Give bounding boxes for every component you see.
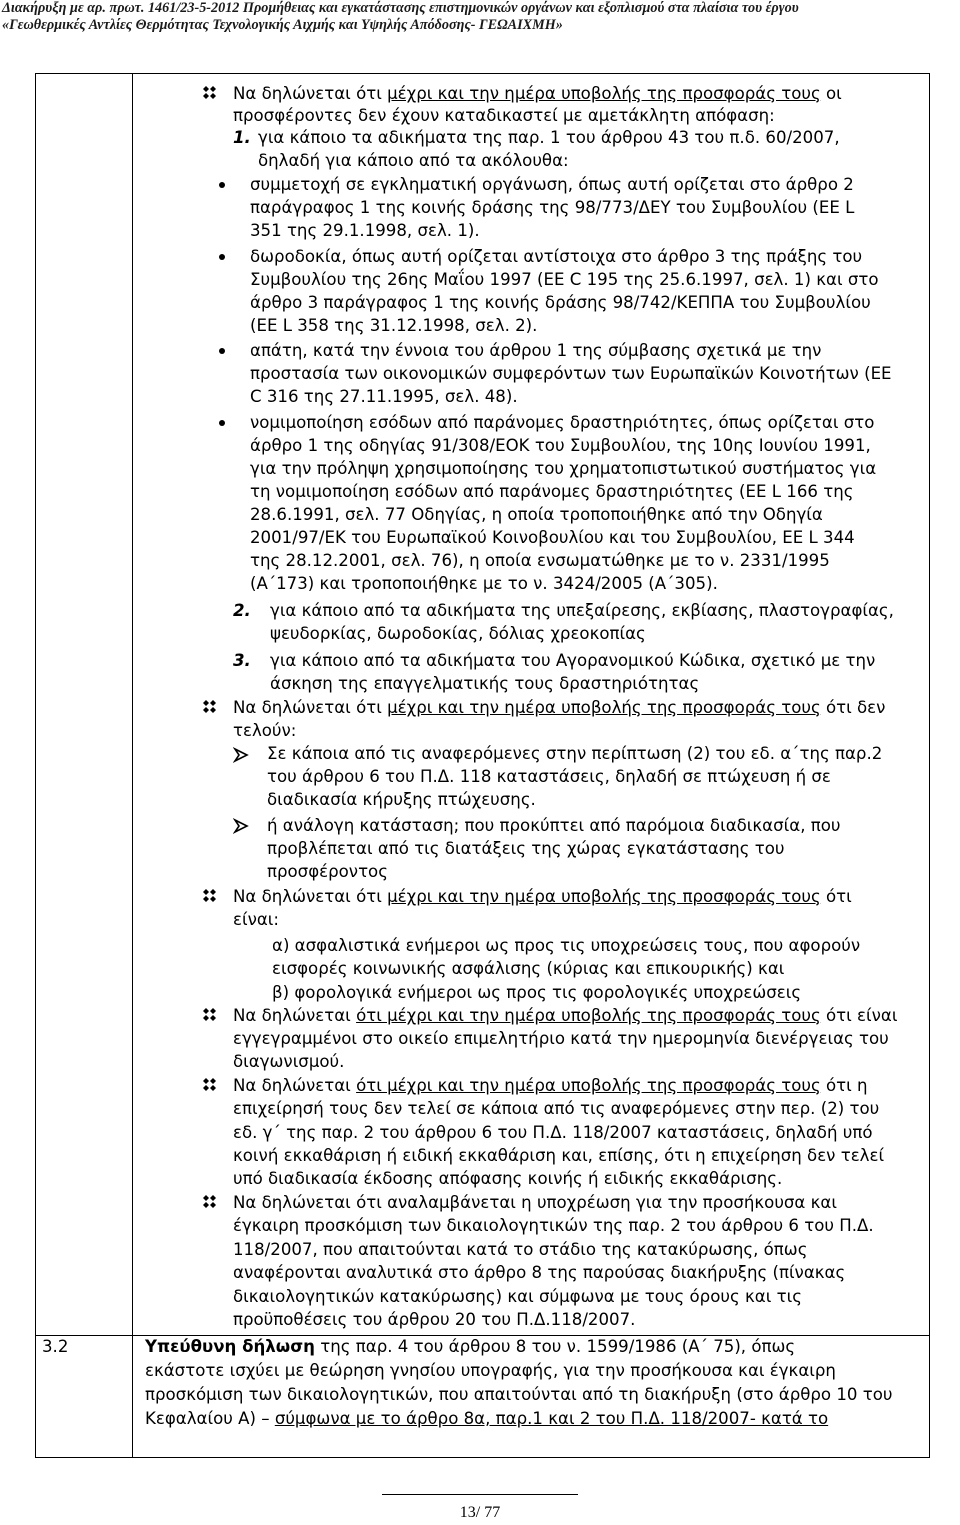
bullet-dot-icon bbox=[219, 254, 225, 260]
text-line: κοινή εκκαθάριση ή ειδική εκκαθάριση και, επίσης, ότι η επιχείρηση δεν τελεί bbox=[233, 1146, 885, 1165]
text-line: παράγραφος 1 της κοινής δράσης της 98/773/ΔΕΥ του Συμβουλίου (ΕΕ L bbox=[250, 198, 855, 217]
bullet-dot-icon bbox=[219, 182, 225, 188]
text-line: άσκηση της επαγγελματικής τους δραστηριότητας bbox=[270, 674, 700, 693]
text-line: Υπεύθυνη δήλωση της παρ. 4 του άρθρου 8 του ν. 1599/1986 (Α΄ 75), όπως bbox=[145, 1337, 796, 1356]
text-line: (ΕΕ L 358 της 31.12.1998, σελ. 2). bbox=[250, 316, 538, 335]
text-line: Συμβουλίου της 26ης Μαΐου 1997 (ΕΕ C 195 της 25.6.1997, σελ. 1) και στο bbox=[250, 270, 879, 289]
arrow-bullet-icon bbox=[233, 747, 249, 763]
text-line: αναφέρονται αναλυτικά στο άρθρο 8 της παρούσας διακήρυξης (πίνακας bbox=[233, 1263, 846, 1282]
text-line: C 316 της 27.11.1995, σελ. 48). bbox=[250, 387, 518, 406]
text-line: απάτη, κατά την έννοια του άρθρου 1 της σύμβασης σχετικά με την bbox=[250, 341, 822, 360]
text-line: Να δηλώνεται ότι αναλαμβάνεται η υποχρέωση για την προσήκουσα και bbox=[233, 1193, 837, 1212]
text-line: τη νομιμοποίηση εσόδων από παράνομες δραστηριότητες (ΕΕ L 166 της bbox=[250, 482, 854, 501]
diamond-bullet-icon bbox=[200, 1076, 224, 1098]
section-number: 3.2 bbox=[42, 1337, 69, 1356]
diamond-bullet-icon bbox=[200, 887, 224, 909]
text-line: Να δηλώνεται ότι μέχρι και την ημέρα υποβολής της προσφοράς τους ότι η bbox=[233, 1076, 868, 1095]
text-line: α) ασφαλιστικά ενήμεροι ως προς τις υποχρεώσεις τους, που αφορούν bbox=[272, 936, 861, 955]
text-line: Να δηλώνεται ότι μέχρι και την ημέρα υποβολής της προσφοράς τους οι bbox=[233, 84, 842, 103]
diamond-bullet-icon bbox=[200, 84, 224, 106]
header-line-1: Διακήρυξη με αρ. πρωτ. 1461/23-5-2012 Προμήθειας και εγκατάστασης επιστημονικών οργάνων και εξοπλισμού στα πλαίσια του έργου bbox=[2, 0, 799, 16]
list-number: 2. bbox=[233, 601, 251, 620]
text-line: δηλαδή για κάποιο από τα ακόλουθα: bbox=[258, 151, 569, 170]
text-line: συμμετοχή σε εγκληματική οργάνωση, όπως αυτή ορίζεται στο άρθρο 2 bbox=[250, 175, 854, 194]
text-line: Να δηλώνεται ότι μέχρι και την ημέρα υποβολής της προσφοράς τους ότι bbox=[233, 887, 852, 906]
text-line: 28.6.1991, σελ. 77 Οδηγίας, η οποία τροποποιήθηκε από την Οδηγία bbox=[250, 505, 823, 524]
text-line: για κάποιο από τα αδικήματα του Αγορανομικού Κώδικα, σχετικό με την bbox=[270, 651, 876, 670]
text-line: του άρθρου 6 του Π.Δ. 118 καταστάσεις, δηλαδή σε πτώχευση ή σε bbox=[267, 767, 831, 786]
text-line: εδ. γ΄ της παρ. 2 του άρθρου 6 του Π.Δ. 118/2007 καταστάσεις, δηλαδή υπό bbox=[233, 1123, 873, 1142]
list-number: 3. bbox=[233, 651, 251, 670]
text-line: δωροδοκία, όπως αυτή ορίζεται αντίστοιχα στο άρθρο 3 της πράξης του bbox=[250, 247, 863, 266]
text-line: δικαιολογητικών κατακύρωσης) και σύμφωνα με τους όρους και τις bbox=[233, 1287, 802, 1306]
text-line: είναι: bbox=[233, 910, 279, 929]
text-line: άρθρο 3 παράγραφος 1 της κοινής δράσης 98/742/ΚΕΠΠΑ του Συμβουλίου bbox=[250, 293, 871, 312]
text-line: β) φορολογικά ενήμεροι ως προς τις φορολογικές υποχρεώσεις bbox=[272, 983, 802, 1002]
bullet-dot-icon bbox=[219, 420, 225, 426]
text-line: διαδικασία κήρυξης πτώχευσης. bbox=[267, 790, 536, 809]
text-line: τελούν: bbox=[233, 721, 297, 740]
text-line: Κεφαλαίου Α) – σύμφωνα με το άρθρο 8α, παρ.1 και 2 του Π.Δ. 118/2007- κατά το bbox=[145, 1409, 829, 1428]
list-number: 1. bbox=[233, 128, 251, 147]
header-line-2: «Γεωθερμικές Αντλίες Θερμότητας Τεχνολογικής Αιχμής και Υψηλής Απόδοσης- ΓΕΩΑΙΧΜΗ» bbox=[2, 17, 563, 33]
text-line: 351 της 29.1.1998, σελ. 1). bbox=[250, 221, 480, 240]
text-line: εισφορές κοινωνικής ασφάλισης (κύριας και επικουρικής) και bbox=[272, 959, 785, 978]
arrow-bullet-icon bbox=[233, 818, 249, 834]
text-line: προσφέροντος bbox=[267, 862, 388, 881]
text-line: νομιμοποίηση εσόδων από παράνομες δραστηριότητες, όπως ορίζεται στο bbox=[250, 413, 875, 432]
footer-divider bbox=[382, 1494, 578, 1495]
text-line: άρθρο 1 της οδηγίας 91/308/ΕΟΚ του Συμβουλίου, της 10ης Ιουνίου 1991, bbox=[250, 436, 871, 455]
text-line: ψευδορκίας, δωροδοκίας, δόλιας χρεοκοπίας bbox=[270, 624, 646, 643]
text-line: εκάστοτε ισχύει με θεώρηση γνησίου υπογραφής, για την προσήκουσα και έγκαιρη bbox=[145, 1361, 836, 1380]
text-line: για κάποιο τα αδικήματα της παρ. 1 του άρθρου 43 του π.δ. 60/2007, bbox=[258, 128, 840, 147]
text-line: προσφέροντες δεν έχουν καταδικαστεί με αμετάκλητη απόφαση: bbox=[233, 106, 775, 125]
text-line: επιχείρησή τους δεν τελεί σε κάποια από τις αναφερόμενες στην περ. (2) του bbox=[233, 1099, 880, 1118]
text-line: εγγεγραμμένοι στο οικείο επιμελητήριο κατά την ημερομηνία διενέργειας του bbox=[233, 1029, 889, 1048]
text-line: έγκαιρη προσκόμιση των δικαιολογητικών της παρ. 2 του άρθρου 6 του Π.Δ. bbox=[233, 1216, 874, 1235]
text-line: προβλέπεται από τις διατάξεις της χώρας εγκατάστασης του bbox=[267, 839, 785, 858]
text-line: (Α΄173) και τροποποιήθηκε με το ν. 3424/2005 (Α΄305). bbox=[250, 574, 718, 593]
bullet-dot-icon bbox=[219, 348, 225, 354]
text-line: 2001/97/ΕΚ του Ευρωπαϊκού Κοινοβουλίου και του Συμβουλίου, ΕΕ L 344 bbox=[250, 528, 855, 547]
diamond-bullet-icon bbox=[200, 1193, 224, 1215]
text-line: της 28.12.2001, σελ. 76), η οποία ενσωματώθηκε με το ν. 2331/1995 bbox=[250, 551, 830, 570]
diamond-bullet-icon bbox=[200, 698, 224, 720]
text-line: για την πρόληψη χρησιμοποίησης του χρηματοπιστωτικού συστήματος για bbox=[250, 459, 877, 478]
text-line: προσκόμιση των δικαιολογητικών, που απαιτούνται από τη διακήρυξη (στο άρθρο 10 του bbox=[145, 1385, 893, 1404]
text-line: προϋποθέσεις του άρθρου 20 του Π.Δ.118/2007. bbox=[233, 1310, 636, 1329]
text-line: Σε κάποια από τις αναφερόμενες στην περίπτωση (2) του εδ. α΄της παρ.2 bbox=[267, 744, 883, 763]
diamond-bullet-icon bbox=[200, 1006, 224, 1028]
page-number: 13/ 77 bbox=[459, 1504, 501, 1521]
text-line: για κάποιο από τα αδικήματα της υπεξαίρεσης, εκβίασης, πλαστογραφίας, bbox=[270, 601, 894, 620]
text-line: προστασία των οικονομικών συμφερόντων των Ευρωπαϊκών Κοινοτήτων (ΕΕ bbox=[250, 364, 892, 383]
text-line: Να δηλώνεται ότι μέχρι και την ημέρα υποβολής της προσφοράς τους ότι δεν bbox=[233, 698, 886, 717]
text-line: 118/2007, που απαιτούνται κατά το στάδιο της κατακύρωσης, όπως bbox=[233, 1240, 808, 1259]
text-line: υπό διαδικασία έκδοσης απόφασης κοινής ή ειδικής εκκαθάρισης. bbox=[233, 1169, 783, 1188]
text-line: Να δηλώνεται ότι μέχρι και την ημέρα υποβολής της προσφοράς τους ότι είναι bbox=[233, 1006, 898, 1025]
text-line: διαγωνισμού. bbox=[233, 1052, 345, 1071]
text-line: ή ανάλογη κατάσταση; που προκύπτει από παρόμοια διαδικασία, που bbox=[267, 816, 841, 835]
